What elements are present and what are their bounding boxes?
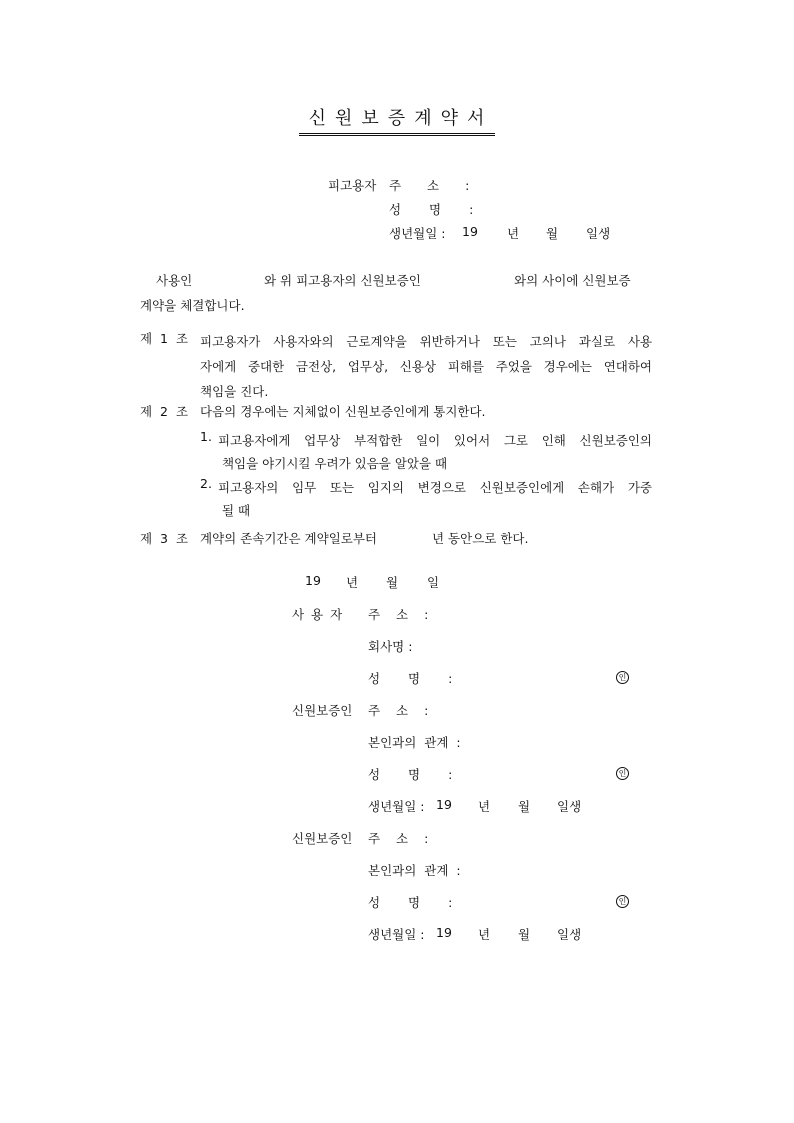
guarantor-2-birth-year-prefix: 19 [436, 925, 452, 940]
guarantor-2-birth-day: 일생 [557, 927, 582, 942]
guarantor-1-birth-year-prefix: 19 [436, 797, 452, 812]
article-3-text-after: 년 동안으로 한다. [432, 531, 529, 546]
guarantor-2-name-label: 성 명 : [368, 895, 453, 910]
guarantor-1-seal-icon: 인 [616, 764, 629, 780]
article-2-label: 제 2 조 [140, 404, 189, 419]
guarantor-1-birth-month: 월 [518, 799, 531, 814]
guarantor-1-birth-day: 일생 [557, 799, 582, 814]
intro-part2: 와 위 피고용자의 신원보증인 [264, 273, 421, 288]
article-2-text: 다음의 경우에는 지체없이 신원보증인에게 통지한다. [200, 404, 486, 419]
employee-birth-day: 일생 [586, 226, 611, 241]
guarantor-2-birth-year: 년 [478, 927, 491, 942]
employer-name-label: 성 명 : [368, 671, 453, 686]
guarantor-1-label: 신원보증인 [292, 703, 353, 718]
guarantor-1-relation-label: 본인과의 관계 : [368, 735, 461, 750]
date-year: 년 [346, 575, 359, 590]
intro-part3-line1: 와의 사이에 신원보증 [514, 273, 631, 288]
guarantor-2-birth-label: 생년월일 : [368, 927, 425, 942]
document-title: 신원보증계약서 [0, 104, 794, 136]
employer-label: 사 용 자 [292, 607, 343, 622]
employee-label: 피고용자 [328, 178, 377, 193]
guarantor-1-birth-label: 생년월일 : [368, 799, 425, 814]
employer-seal-icon: 인 [616, 668, 629, 684]
employee-birth-label: 생년월일 : [389, 226, 446, 241]
intro-part3-line2: 계약을 체결합니다. [140, 298, 245, 313]
employee-birth-year: 년 [507, 226, 520, 241]
employee-address-label: 주 소 : [389, 178, 470, 193]
employee-name-label: 성 명 : [389, 202, 474, 217]
article-1-label: 제 1 조 [140, 331, 189, 346]
guarantor-2-address-label: 주 소 : [368, 831, 429, 846]
guarantor-1-birth-year: 년 [478, 799, 491, 814]
employer-address-label: 주 소 : [368, 607, 429, 622]
employee-birth-year-prefix: 19 [462, 224, 478, 239]
article-1-text: 피고용자가 사용자와의 근로계약을 위반하거나 또는 고의나 과실로 사용 자에게 중대한 금전상, 업무상, 신용상 피해를 주었을 경우에는 연대하여 책임을 진다. [200, 334, 652, 399]
employer-company-label: 회사명 : [368, 639, 413, 654]
article-2-item-1-text: 피고용자에게 업무상 부적합한 일이 있어서 그로 인해 신원보증인의 책임을 야기시킬 우려가 있음을 알았을 때 [218, 433, 652, 471]
article-2-item-1-num: 1. [200, 429, 212, 444]
article-2-item-2-num: 2. [200, 476, 212, 491]
date-month: 월 [386, 575, 399, 590]
article-3-label: 제 3 조 [140, 531, 189, 546]
article-2-item-2-text: 피고용자의 임무 또는 임지의 변경으로 신원보증인에게 손해가 가중 될 때 [218, 480, 652, 518]
guarantor-2-birth-month: 월 [518, 927, 531, 942]
guarantor-2-relation-label: 본인과의 관계 : [368, 863, 461, 878]
article-3-text-before: 계약의 존속기간은 계약일로부터 [200, 531, 377, 546]
guarantor-1-name-label: 성 명 : [368, 767, 453, 782]
guarantor-2-label: 신원보증인 [292, 831, 353, 846]
guarantor-1-address-label: 주 소 : [368, 703, 429, 718]
guarantor-2-seal-icon: 인 [616, 892, 629, 908]
date-day: 일 [427, 575, 440, 590]
employee-birth-month: 월 [546, 226, 559, 241]
intro-part1: 사용인 [156, 273, 193, 288]
date-year-prefix: 19 [305, 573, 321, 588]
